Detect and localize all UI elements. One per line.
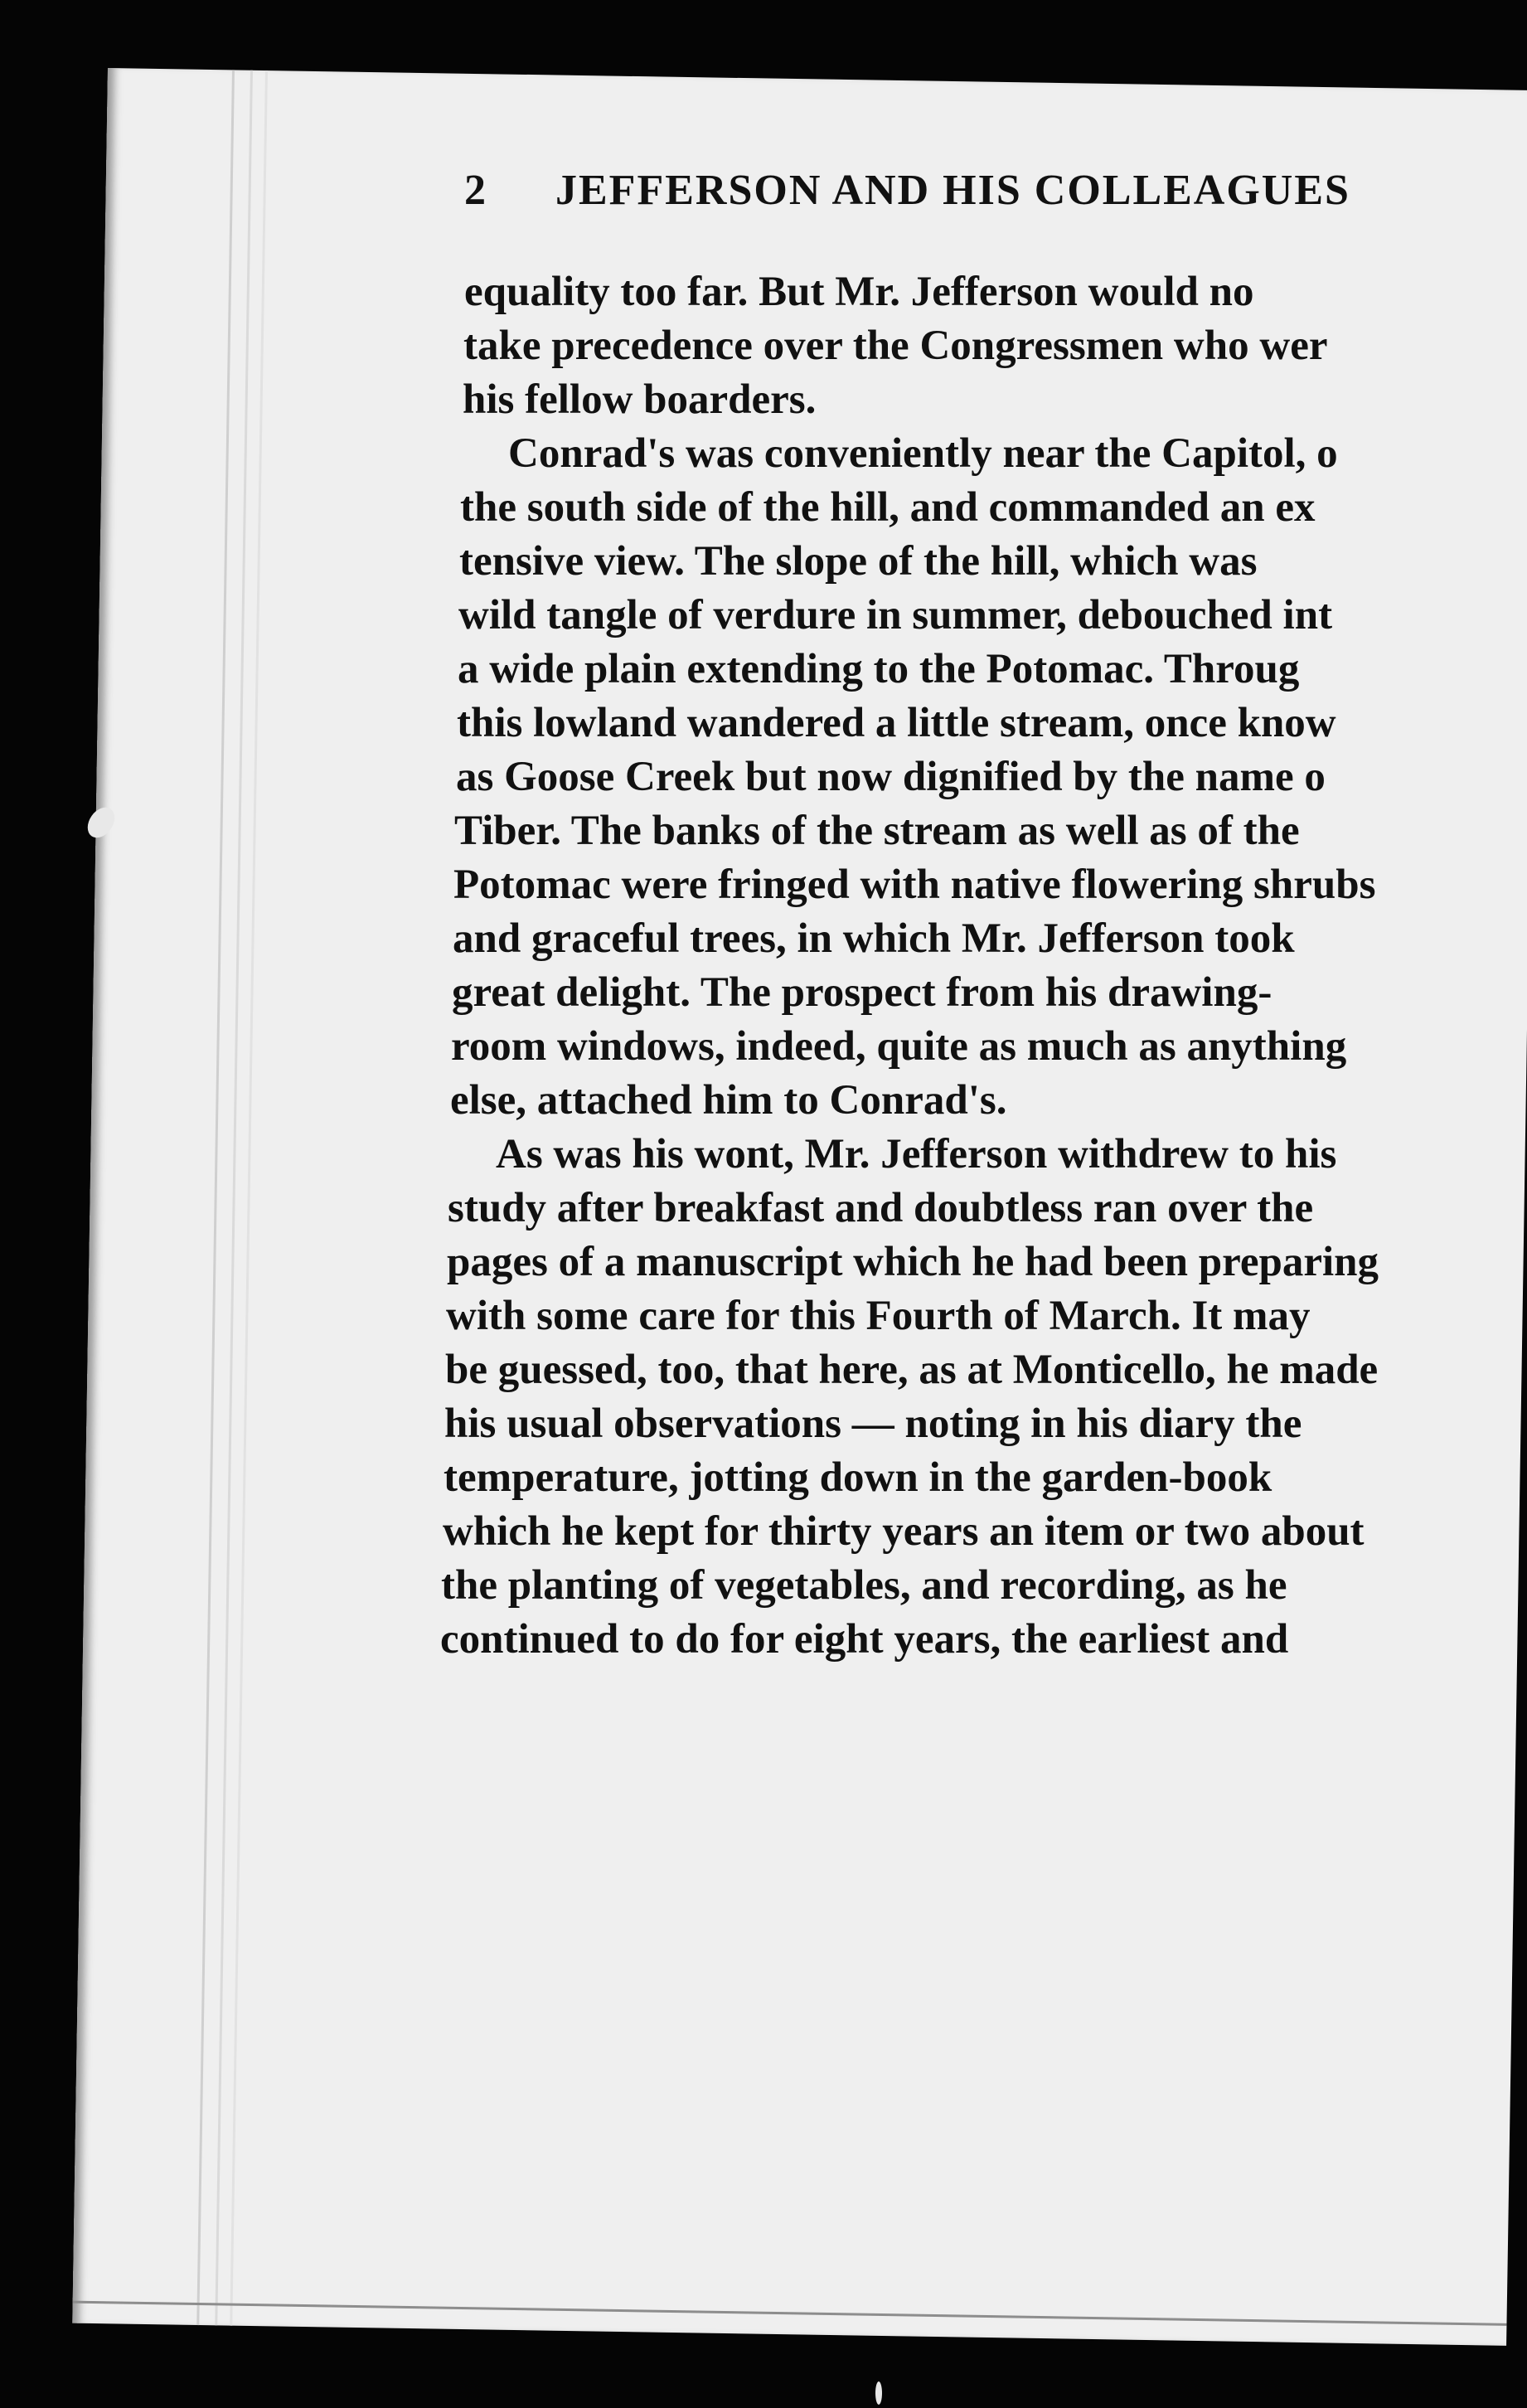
text-line: a wide plain extending to the Potomac. Throug <box>458 646 1300 692</box>
page-number: 2 <box>464 167 487 214</box>
page-text <box>440 166 1527 1667</box>
text-line: tensive view. The slope of the hill, which was <box>459 538 1258 585</box>
running-head <box>464 166 1527 265</box>
text-line: equality too far. But Mr. Jefferson would no <box>464 269 1254 315</box>
text-line: As was his wont, Mr. Jefferson withdrew to his <box>496 1131 1337 1177</box>
text-line: as Goose Creek but now dignified by the name o <box>456 754 1326 800</box>
text-line: be guessed, too, that here, as at Monticello, he made <box>445 1347 1379 1393</box>
text-line: pages of a manuscript which he had been preparing <box>447 1239 1379 1285</box>
text-line: continued to do for eight years, the earliest and <box>440 1616 1289 1663</box>
text-line: Tiber. The banks of the stream as well as of the <box>454 808 1300 854</box>
text-line: study after breakfast and doubtless ran over the <box>448 1185 1314 1231</box>
page-bottom-edge <box>73 2301 1507 2326</box>
text-line: the south side of the hill, and commanded an ex <box>460 484 1316 531</box>
text-line: the planting of vegetables, and recording, as he <box>441 1562 1287 1609</box>
text-line: Conrad's was conveniently near the Capitol, o <box>508 430 1338 477</box>
text-line: his usual observations — noting in his diary the <box>444 1401 1302 1447</box>
text-line: else, attached him to Conrad's. <box>450 1077 1007 1124</box>
text-line: his fellow boarders. <box>463 376 817 423</box>
text-line: temperature, jotting down in the garden-book <box>444 1454 1272 1501</box>
text-line: and graceful trees, in which Mr. Jefferson took <box>453 915 1295 962</box>
gutter-line <box>196 70 235 2325</box>
text-line: with some care for this Fourth of March. It may <box>446 1293 1311 1339</box>
running-head-title: JEFFERSON AND HIS COLLEAGUES <box>555 167 1350 214</box>
text-line: great delight. The prospect from his drawing- <box>452 969 1272 1016</box>
text-line: Potomac were fringed with native flowering shrubs <box>453 862 1376 908</box>
dust-speck <box>875 2381 882 2405</box>
text-line: wild tangle of verdure in summer, debouched int <box>458 592 1333 638</box>
text-line: take precedence over the Congressmen who wer <box>463 323 1328 369</box>
text-line: which he kept for thirty years an item or two about <box>443 1508 1365 1555</box>
text-line: room windows, indeed, quite as much as anything <box>451 1023 1347 1070</box>
gutter-line <box>230 70 268 2326</box>
body-text <box>440 265 1527 1667</box>
text-line: this lowland wandered a little stream, once know <box>457 700 1336 746</box>
